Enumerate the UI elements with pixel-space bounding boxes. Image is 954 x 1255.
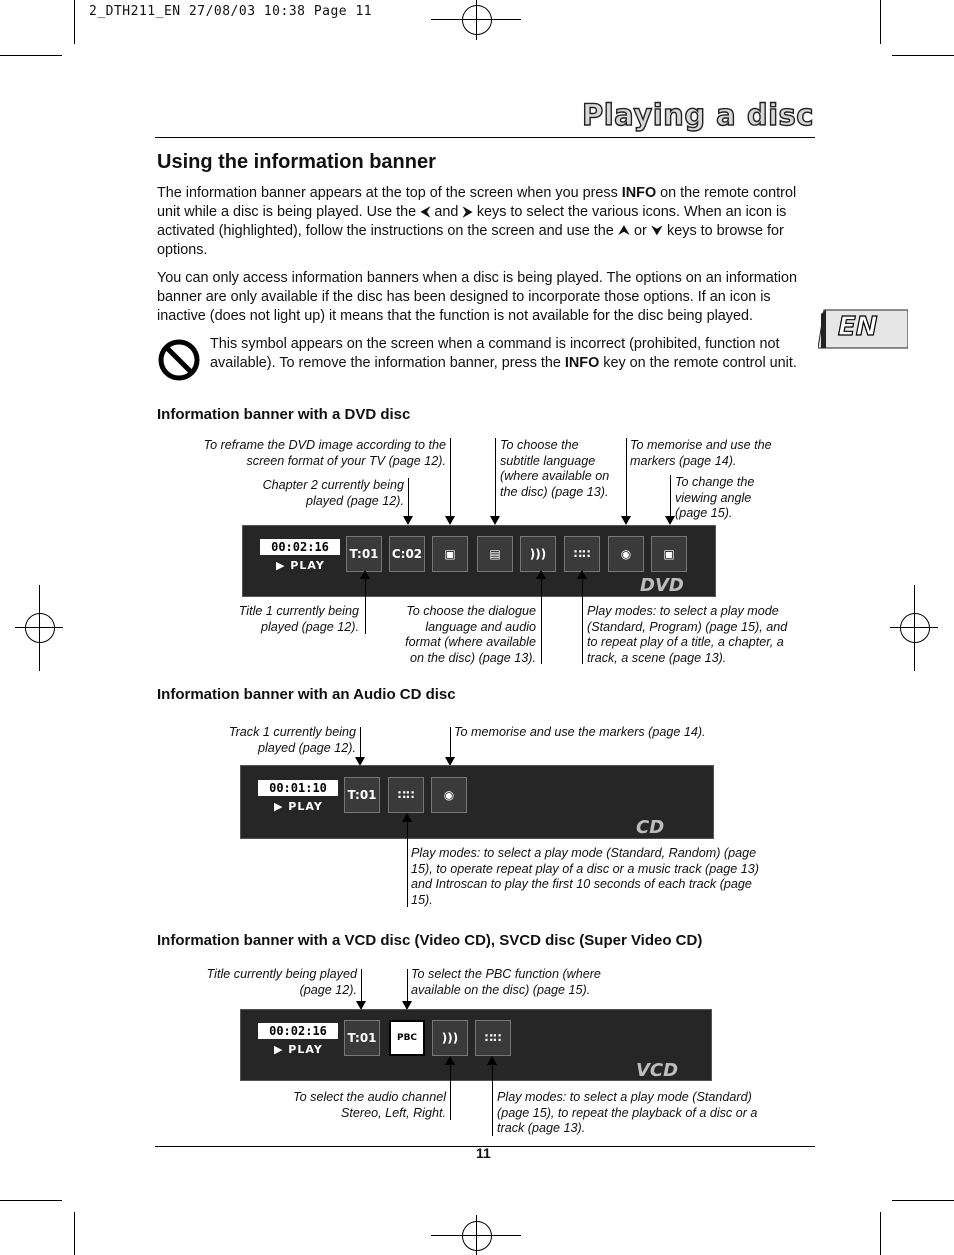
leader-line — [450, 727, 451, 759]
audio-icon[interactable]: ))) — [520, 536, 556, 572]
annotation-chapter: Chapter 2 currently being played (page 12). — [262, 478, 404, 508]
leader-line — [365, 578, 366, 634]
leader-line — [407, 821, 408, 907]
leader-line — [492, 1064, 493, 1136]
registration-mark — [25, 613, 55, 643]
text: keys to browse for options. — [157, 223, 784, 258]
leader-line — [541, 578, 542, 664]
header-rule — [155, 137, 815, 138]
play-mode-icon[interactable]: ∷∷ — [475, 1020, 511, 1056]
annotation-playmodes: Play modes: to select a play mode (Standard) (page 15), to repeat the playback of a disc or a track (page 13). — [497, 1090, 758, 1136]
page-number: 11 — [476, 1145, 491, 1161]
pointer-arrow — [665, 516, 675, 525]
elapsed-time: 00:01:10 — [258, 780, 338, 796]
leader-line — [450, 1064, 451, 1120]
info-key-label: INFO — [621, 185, 657, 201]
elapsed-time: 00:02:16 — [258, 1023, 338, 1039]
crop-mark — [880, 1212, 881, 1255]
subtitle-icon[interactable]: ▤ — [477, 536, 513, 572]
registration-line — [39, 585, 40, 671]
text: The information banner appears at the top of the screen when you press — [157, 185, 622, 201]
angle-icon[interactable]: ▣ — [651, 536, 687, 572]
vcd-logo: VCD — [636, 1060, 679, 1081]
annotation-subtitle: To choose the subtitle language (where available on the disc) (page 13). — [500, 438, 610, 499]
leader-line — [407, 969, 408, 1003]
pointer-arrow — [490, 516, 500, 525]
play-status: ▶ PLAY — [274, 1043, 323, 1056]
intro-paragraph-2: You can only access information banners when a disc is being played. The options on an information banner are only available if the disc has been designed to incorporate those options. If an icon is inactive (does not light up) it means that the function is not available for the disc being played. — [157, 270, 797, 324]
leader-line — [408, 478, 409, 518]
zoom-icon[interactable]: ▣ — [432, 536, 468, 572]
registration-line — [476, 0, 477, 40]
up-arrow-icon: ⮝ — [617, 223, 631, 239]
audio-icon[interactable]: ))) — [432, 1020, 468, 1056]
annotation-reframe: To reframe the DVD image according to the screen format of your TV (page 12). — [203, 438, 446, 468]
marker-icon[interactable]: ◉ — [431, 777, 467, 813]
marker-icon[interactable]: ◉ — [608, 536, 644, 572]
pointer-arrow — [403, 516, 413, 525]
pointer-arrow — [621, 516, 631, 525]
leader-line — [360, 727, 361, 759]
leader-line — [626, 438, 627, 518]
annotation-playmodes: Play modes: to select a play mode (Standard, Program) (page 15), and to repeat play of a title, a chapter, a track, a scene (page 13). — [587, 604, 788, 665]
text: keys to select the various icons. When an icon is activated (highlighted), follow the instructions on the screen and use the — [157, 204, 787, 239]
annotation-markers: To memorise and use the markers (page 14). — [454, 725, 706, 739]
annotation-pbc: To select the PBC function (where available on the disc) (page 15). — [411, 967, 601, 997]
play-mode-icon[interactable]: ∷∷ — [564, 536, 600, 572]
play-label: PLAY — [288, 1043, 323, 1056]
leader-line — [495, 438, 496, 518]
registration-mark — [462, 1221, 492, 1251]
leader-line — [670, 475, 671, 518]
crop-mark — [892, 55, 954, 56]
annotation-title: Title 1 currently being played (page 12). — [238, 604, 359, 634]
annotation-angle: To change the viewing angle (page 15). — [675, 475, 755, 521]
dvd-heading: Information banner with a DVD disc — [157, 406, 411, 423]
intro-paragraph-1 — [157, 184, 809, 260]
crop-mark — [0, 55, 62, 56]
play-label: PLAY — [290, 559, 325, 572]
annotation-markers: To memorise and use the markers (page 14). — [630, 438, 772, 468]
prohibited-icon — [157, 338, 201, 382]
page-title: Playing a disc — [581, 98, 814, 132]
chapter-icon[interactable]: C:02 — [389, 536, 425, 572]
play-mode-icon[interactable]: ∷∷ — [388, 777, 424, 813]
text: key on the remote control unit. — [599, 355, 797, 371]
vcd-heading: Information banner with a VCD disc (Video CD), SVCD disc (Super Video CD) — [157, 932, 703, 949]
pointer-arrow — [445, 516, 455, 525]
language-tab-label: EN — [838, 312, 878, 342]
annotation-playmodes: Play modes: to select a play mode (Standard, Random) (page 15), to operate repeat play of a disc or a music track (page 13) and Introscan to play the first 10 seconds of each track (page 15). — [411, 846, 759, 907]
crop-mark — [880, 0, 881, 44]
cd-heading: Information banner with an Audio CD disc — [157, 686, 456, 703]
annotation-dialogue: To choose the dialogue language and audio format (where available on the disc) (page 13). — [405, 604, 536, 665]
text: and — [430, 204, 463, 220]
play-status: ▶ PLAY — [274, 800, 323, 813]
dvd-logo: DVD — [640, 575, 684, 596]
leader-line — [361, 969, 362, 1003]
right-arrow-icon: ⮞ — [462, 204, 473, 220]
crop-mark — [892, 1200, 954, 1201]
registration-mark — [462, 5, 492, 35]
print-slug: 2_DTH211_EN 27/08/03 10:38 Page 11 — [89, 4, 373, 19]
registration-line — [914, 585, 915, 671]
leader-line — [582, 578, 583, 664]
cd-logo: CD — [636, 817, 665, 838]
annotation-title: Title currently being played (page 12). — [206, 967, 357, 997]
track-icon[interactable]: T:01 — [344, 777, 380, 813]
title-icon[interactable]: T:01 — [346, 536, 382, 572]
section-title: Using the information banner — [157, 151, 436, 173]
info-key-label: INFO — [564, 355, 600, 371]
crop-mark — [74, 1212, 75, 1255]
elapsed-time: 00:02:16 — [260, 539, 340, 555]
annotation-track: Track 1 currently being played (page 12). — [228, 725, 356, 755]
title-icon[interactable]: T:01 — [344, 1020, 380, 1056]
registration-line — [476, 1215, 477, 1255]
play-status: ▶ PLAY — [276, 559, 325, 572]
text: This symbol appears on the screen when a command is incorrect (prohibited, function not available). To remove the information banner, press the — [210, 336, 780, 371]
pbc-icon[interactable]: PBC — [389, 1020, 425, 1056]
annotation-audio: To select the audio channel Stereo, Left, Right. — [293, 1090, 446, 1120]
intro-paragraph-3 — [210, 335, 800, 373]
play-label: PLAY — [288, 800, 323, 813]
registration-mark — [900, 613, 930, 643]
text: on the remote control unit while a disc is being played. Use the — [157, 185, 797, 220]
crop-mark — [74, 0, 75, 44]
left-arrow-icon: ⮜ — [420, 204, 431, 220]
leader-line — [450, 438, 451, 518]
down-arrow-icon: ⮟ — [650, 223, 664, 239]
text: or — [630, 223, 651, 239]
crop-mark — [0, 1200, 62, 1201]
